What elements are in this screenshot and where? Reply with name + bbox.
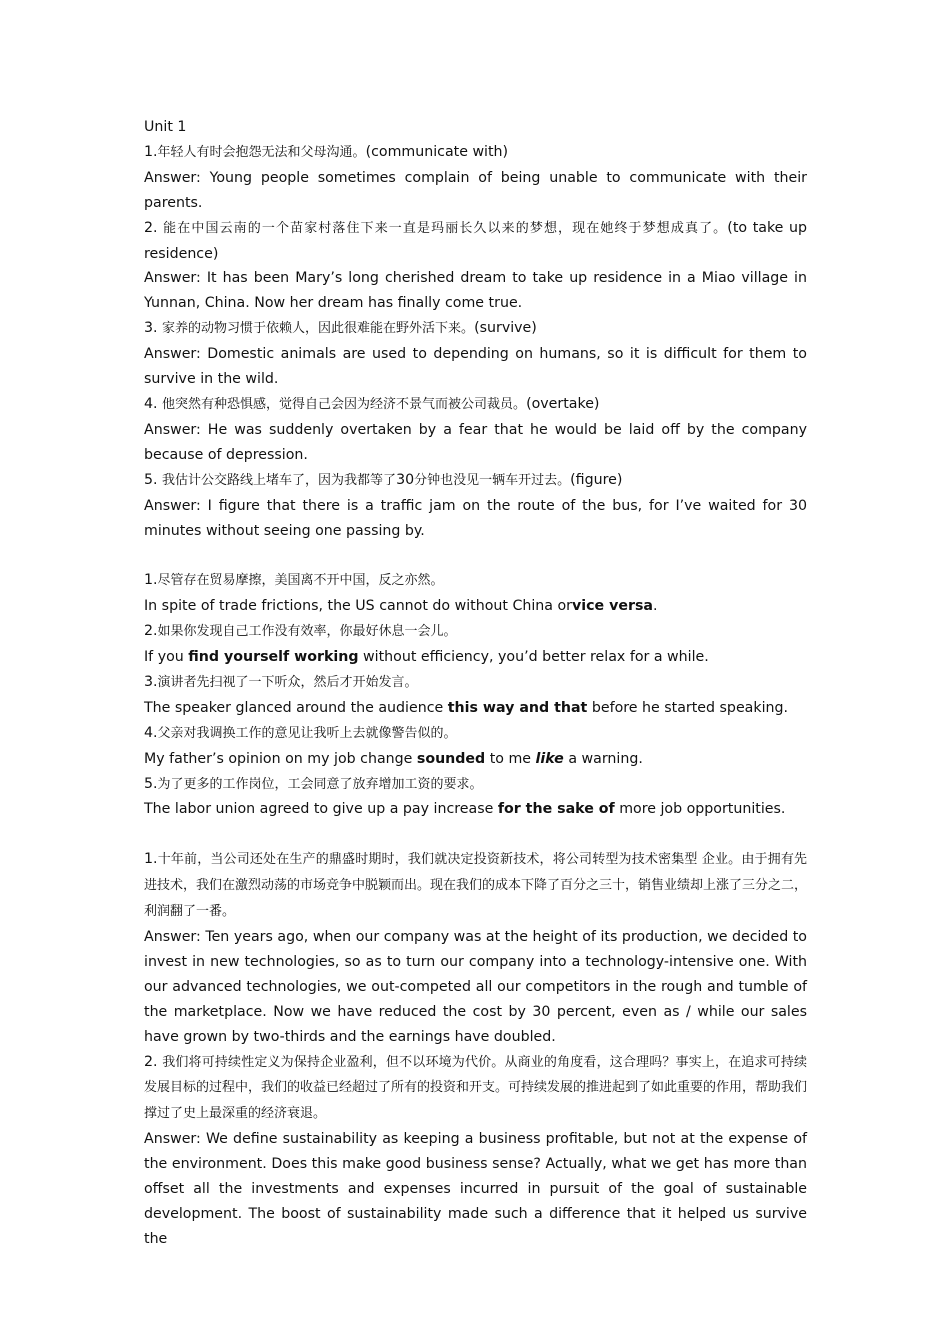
chinese-sentence: 如果你发现自己工作没有效率，你最好休息一会儿。 [157,624,457,640]
sentence-text: more job opportunities. [614,801,786,818]
question-paragraph [144,1050,807,1128]
sentence-text: The labor union agreed to give up a pay increase [144,801,498,818]
sentence-text: If you [144,649,189,666]
question-line [144,216,812,267]
chinese-sentence: 我估计公交路线上堵车了，因为我都等了 [162,472,397,488]
question-line [144,721,807,747]
item-number: 2. [144,623,158,640]
question-line [144,392,807,418]
question-paragraph [144,847,807,925]
english-sentence [144,747,807,772]
sentence-text: In spite of trade frictions, the US cannot do without China or [144,598,573,615]
item-number: 5. [144,775,158,792]
question-line [144,316,807,342]
answer-text: Answer: Young people sometimes complain of being unable to communicate with their parents. [144,169,812,211]
paragraph-item-2 [144,1050,812,1252]
sentence-text: . [652,598,658,615]
question-line [144,568,807,594]
sentence-text: The speaker glanced around the audience [144,699,448,716]
chinese-sentence: 年轻人有时会抱怨无法和父母沟通。 [157,144,366,160]
translation-item-5 [144,468,812,544]
unit-title: Unit 1 [144,119,187,135]
answer-text: Answer: I figure that there is a traffic jam on the route of the bus, for I’ve waited for 30 minutes without seeing one passing by. [144,497,812,539]
section-gap [144,543,807,568]
chinese-paragraph: 我们将可持续性定义为保持企业盈利，但不以环境为代价。从商业的角度看，这合理吗？事实上，在追求可持续发展目标的过程中，我们的收益已经超过了所有的投资和开支。可持续发展的推进起到了如此重要的作用，帮助我们撑过了史上最深重的经济衰退。 [144,1054,808,1122]
item-number: 1. [144,143,158,160]
question-line [144,140,807,166]
key-phrase: for the sake of [497,801,615,818]
sentence-text: a warning. [563,750,643,767]
chinese-sentence: 演讲者先扫视了一下听众，然后才开始发言。 [157,674,418,690]
item-number: 3. [144,673,158,690]
question-line [144,670,807,696]
hint-phrase: (survive) [474,320,537,337]
sentence-text: without efficiency, you’d better relax for a while. [358,649,709,666]
chinese-sentence: 为了更多的工作岗位，工会同意了放弃增加工资的要求。 [157,776,483,792]
answer-text: Answer: Ten years ago, when our company was at the height of its production, we decided to invest in new technologies, so as to turn our company into a technology-intensive one. With our advanced technologies, we out-competed all our competitors in the rough and tumble of the marketplace. Now we have reduced the cost by 30 percent, even as / while our sales have grown by two-thirds and the earnings have doubled. [144,928,812,1045]
question-line [144,619,807,645]
section-gap [144,822,807,847]
phrase-item-5 [144,772,807,823]
phrase-item-4 [144,721,807,772]
chinese-sentence: 他突然有种恐惧感，觉得自己会因为经济不景气而被公司裁员。 [162,396,527,412]
chinese-sentence: 父亲对我调换工作的意见让我听上去就像警告似的。 [157,725,457,741]
answer-text: Answer: It has been Mary’s long cherished dream to take up residence in a Miao village in Yunnan, China. Now her dream has finally come true. [144,270,812,312]
item-number: 3. [144,320,163,337]
key-phrase: this way and that [447,699,588,716]
key-phrase: sounded [416,750,486,767]
answer-text: Answer: We define sustainability as keeping a business profitable, but not at the expense of the environment. Does this make good business sense? Actually, what we get has more than offset all the investments and expenses incurred in pursuit of the goal of sustainable development. The boost of sustainability made such a difference that it helped us survive the [144,1131,812,1247]
sentence-text: before he started speaking. [587,699,789,716]
chinese-sentence-continued: 分钟也没见一辆车开过去。 [414,472,571,488]
translation-item-1 [144,140,812,216]
phrase-item-1 [144,568,807,619]
english-sentence [144,797,807,822]
chinese-paragraph: 十年前，当公司还处在生产的鼎盛时期时，我们就决定投资新技术，将公司转型为技术密集型 企业。由于拥有先进技术，我们在激烈动荡的市场竞争中脱颖而出。现在我们的成本下降了百分之三十，销售业绩却上涨了三分之二，利润翻了一番。 [144,852,808,920]
item-number: 2. [144,219,164,236]
document-page [144,115,812,1252]
sentence-text: My father’s opinion on my job change [144,750,417,767]
paragraph-item-1 [144,847,812,1049]
item-number: 2. [144,1053,163,1070]
key-phrase-italic: like [535,750,564,767]
answer-text: Answer: He was suddenly overtaken by a fear that he would be laid off by the company because of depression. [144,421,812,463]
item-number: 5. [144,471,163,488]
chinese-sentence: 家养的动物习惯于依赖人，因此很难能在野外活下来。 [162,321,475,337]
item-number: 1. [144,572,158,589]
answer-text: Answer: Domestic animals are used to depending on humans, so it is difficult for them to survive in the wild. [144,346,812,388]
translation-item-4 [144,392,812,468]
translation-item-2 [144,216,812,317]
inline-number: 30 [396,471,415,488]
key-phrase: find yourself working [188,649,359,666]
english-sentence [144,594,807,619]
hint-phrase: (communicate with) [365,143,509,160]
question-line [144,772,807,798]
phrase-item-3 [144,670,807,721]
item-number: 4. [144,395,163,412]
translation-item-3 [144,316,812,392]
item-number: 4. [144,724,158,741]
hint-phrase: (overtake) [526,395,600,412]
phrase-item-2 [144,619,807,670]
english-sentence [144,645,807,670]
key-phrase: vice versa [572,598,653,615]
hint-phrase: (figure) [570,471,623,488]
item-number: 1. [144,851,158,868]
chinese-sentence: 尽管存在贸易摩擦，美国离不开中国，反之亦然。 [157,573,444,589]
question-line [144,468,807,494]
sentence-text: to me [485,750,536,767]
english-sentence [144,696,807,721]
chinese-sentence: 能在中国云南的一个苗家村落住下来一直是玛丽长久以来的梦想，现在她终于梦想成真了。 [163,220,728,236]
hint-phrase: (to take up residence) [144,219,812,262]
